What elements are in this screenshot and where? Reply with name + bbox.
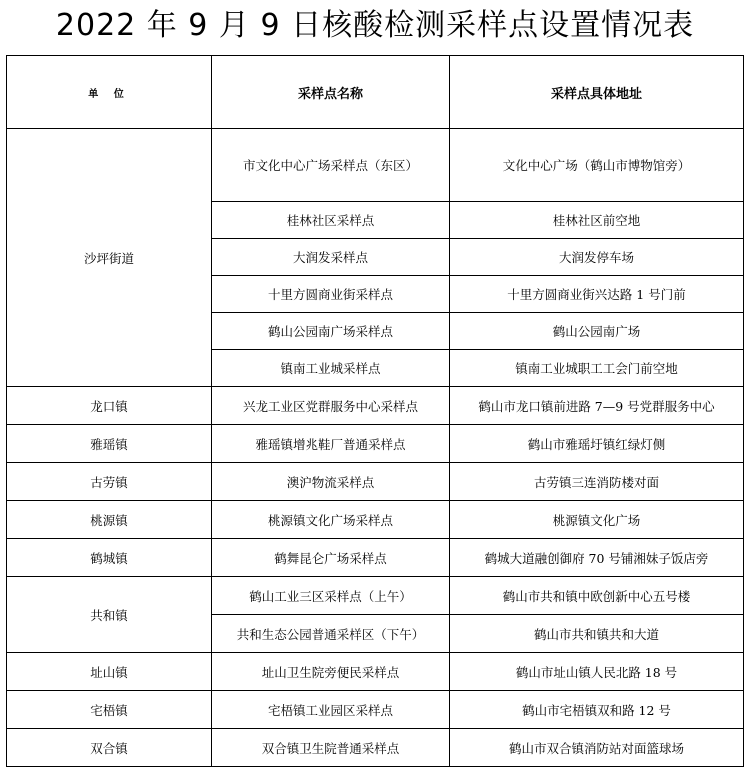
cell-site-address: 鹤山市雅瑶圩镇红绿灯侧	[450, 425, 744, 463]
cell-site-name: 址山卫生院旁便民采样点	[212, 653, 450, 691]
cell-site-address: 古劳镇三连消防楼对面	[450, 463, 744, 501]
cell-site-name: 共和生态公园普通采样区（下午）	[212, 615, 450, 653]
cell-unit: 址山镇	[7, 653, 212, 691]
cell-unit: 沙坪街道	[7, 129, 212, 387]
cell-unit: 鹤城镇	[7, 539, 212, 577]
table-body	[7, 56, 744, 767]
cell-site-name: 兴龙工业区党群服务中心采样点	[212, 387, 450, 425]
table-row	[7, 729, 744, 767]
table-row	[7, 387, 744, 425]
cell-unit: 宅梧镇	[7, 691, 212, 729]
table-row	[7, 501, 744, 539]
header-row	[7, 56, 744, 129]
cell-site-address: 大润发停车场	[450, 239, 744, 276]
cell-site-address: 鹤山市共和镇中欧创新中心五号楼	[450, 577, 744, 615]
cell-unit: 桃源镇	[7, 501, 212, 539]
table-row	[7, 425, 744, 463]
cell-site-address: 鹤城大道融创御府 70 号铺湘妹子饭店旁	[450, 539, 744, 577]
cell-unit: 古劳镇	[7, 463, 212, 501]
cell-site-name: 十里方圆商业街采样点	[212, 276, 450, 313]
cell-site-name: 雅瑶镇增兆鞋厂普通采样点	[212, 425, 450, 463]
cell-site-name: 澳沪物流采样点	[212, 463, 450, 501]
cell-site-name: 大润发采样点	[212, 239, 450, 276]
cell-site-name: 桃源镇文化广场采样点	[212, 501, 450, 539]
cell-site-address: 鹤山市址山镇人民北路 18 号	[450, 653, 744, 691]
header-site-name: 采样点名称	[212, 56, 450, 129]
table-row	[7, 129, 744, 202]
cell-unit: 龙口镇	[7, 387, 212, 425]
cell-site-address: 文化中心广场（鹤山市博物馆旁）	[450, 129, 744, 202]
cell-site-address: 桂林社区前空地	[450, 202, 744, 239]
page-title: 2022 年 9 月 9 日核酸检测采样点设置情况表	[55, 8, 695, 43]
header-unit: 单 位	[7, 56, 212, 129]
cell-site-address: 鹤山市龙口镇前进路 7—9 号党群服务中心	[450, 387, 744, 425]
cell-site-address: 鹤山公园南广场	[450, 313, 744, 350]
cell-site-name: 桂林社区采样点	[212, 202, 450, 239]
table-row	[7, 539, 744, 577]
cell-site-address: 十里方圆商业街兴达路 1 号门前	[450, 276, 744, 313]
cell-site-address: 桃源镇文化广场	[450, 501, 744, 539]
table-row	[7, 691, 744, 729]
cell-unit: 共和镇	[7, 577, 212, 653]
cell-unit: 双合镇	[7, 729, 212, 767]
table-row	[7, 463, 744, 501]
header-site-address: 采样点具体地址	[450, 56, 744, 129]
table-row	[7, 577, 744, 615]
cell-site-name: 鹤山公园南广场采样点	[212, 313, 450, 350]
cell-site-address: 鹤山市宅梧镇双和路 12 号	[450, 691, 744, 729]
cell-site-name: 镇南工业城采样点	[212, 350, 450, 387]
cell-site-name: 鹤舞昆仑广场采样点	[212, 539, 450, 577]
cell-site-address: 镇南工业城职工工会门前空地	[450, 350, 744, 387]
cell-site-name: 宅梧镇工业园区采样点	[212, 691, 450, 729]
cell-site-address: 鹤山市双合镇消防站对面篮球场	[450, 729, 744, 767]
cell-site-name: 鹤山工业三区采样点（上午）	[212, 577, 450, 615]
cell-site-name: 市文化中心广场采样点（东区）	[212, 129, 450, 202]
table-row	[7, 653, 744, 691]
sampling-sites-table	[6, 55, 744, 767]
cell-site-name: 双合镇卫生院普通采样点	[212, 729, 450, 767]
cell-unit: 雅瑶镇	[7, 425, 212, 463]
cell-site-address: 鹤山市共和镇共和大道	[450, 615, 744, 653]
